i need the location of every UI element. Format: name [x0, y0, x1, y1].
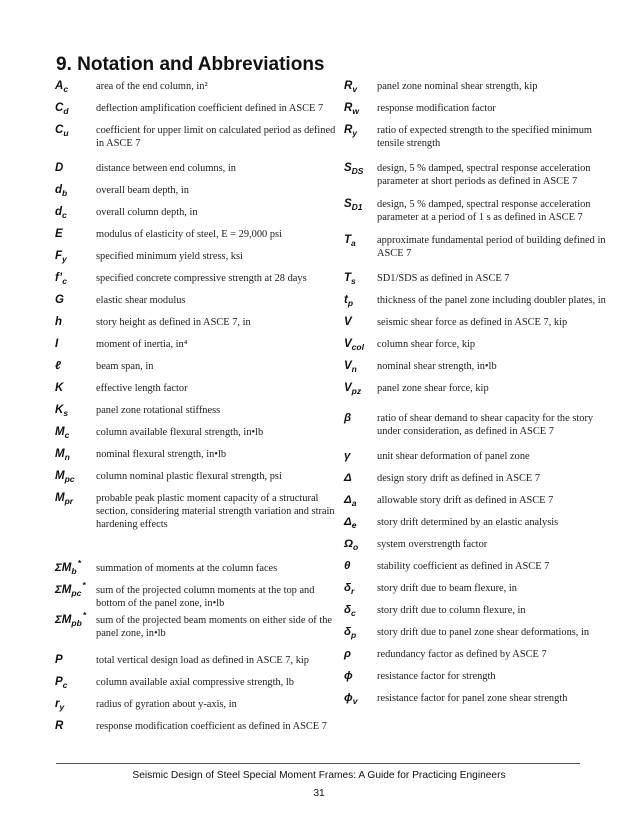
- notation-symbol: [55, 654, 63, 666]
- symbol-base: ΣM: [55, 584, 72, 596]
- symbol-subscript: e: [351, 520, 357, 530]
- symbol-base: ΣM: [55, 614, 72, 626]
- symbol-base: δ: [344, 582, 352, 594]
- symbol-subscript: c: [351, 608, 356, 618]
- symbol-base: F: [55, 250, 63, 262]
- notation-description: area of the end column, in²: [96, 81, 208, 92]
- notation-symbol: [55, 676, 67, 688]
- symbol-base: d: [55, 206, 63, 218]
- notation-symbol: [344, 582, 354, 594]
- notation-symbol: [344, 450, 350, 462]
- symbol-superscript: *: [82, 580, 86, 590]
- symbol-subscript: pb: [71, 618, 82, 628]
- notation-description: specified concrete compressive strength at 28 days: [96, 273, 307, 284]
- notation-symbol: [344, 360, 357, 372]
- notation-symbol: [344, 316, 352, 328]
- symbol-base: V: [344, 316, 352, 328]
- symbol-base: ϕ: [344, 670, 353, 682]
- symbol-subscript: p: [351, 630, 357, 640]
- notation-description: total vertical design load as defined in ASCE 7, kip: [96, 655, 309, 666]
- symbol-superscript: *: [77, 558, 81, 568]
- symbol-base: M: [55, 448, 65, 460]
- symbol-subscript: d: [63, 106, 69, 116]
- notation-symbol: [344, 338, 364, 350]
- symbol-base: M: [55, 426, 65, 438]
- notation-symbol: [55, 228, 63, 240]
- notation-symbol: [55, 102, 69, 114]
- symbol-base: t: [344, 294, 348, 306]
- symbol-base: R: [344, 102, 353, 114]
- symbol-subscript: p: [347, 298, 354, 308]
- notation-symbol: [55, 250, 67, 262]
- symbol-base: G: [55, 294, 64, 306]
- notation-description: modulus of elasticity of steel, E = 29,000 psi: [96, 229, 282, 240]
- notation-symbol: [344, 626, 356, 638]
- symbol-base: C: [55, 102, 64, 114]
- notation-symbol: [55, 720, 63, 732]
- symbol-base: V: [344, 338, 352, 350]
- notation-description: story drift due to panel zone shear deformations, in: [377, 627, 590, 638]
- symbol-subscript: b: [71, 566, 77, 576]
- notation-symbol: [344, 494, 356, 506]
- notation-symbol: [55, 382, 63, 394]
- notation-description: unit shear deformation of panel zone: [377, 451, 530, 462]
- notation-description: resistance factor for strength: [377, 671, 496, 682]
- symbol-base: ΣM: [55, 562, 72, 574]
- notation-symbol: [55, 470, 75, 482]
- symbol-base: δ: [344, 626, 352, 638]
- notation-description: design, 5 % damped, spectral response acceleration parameter at a period of 1 s as defined in ASCE 7: [377, 199, 591, 224]
- notation-symbol: [344, 670, 353, 682]
- symbol-base: r: [55, 698, 60, 710]
- notation-symbol: [344, 102, 359, 114]
- notation-description: sum of the projected beam moments on either side of the panel zone, in•lb: [96, 615, 333, 640]
- notation-symbol: [55, 492, 73, 504]
- symbol-subscript: a: [351, 238, 356, 248]
- symbol-base: Δ: [344, 516, 352, 528]
- notation-description: summation of moments at the column faces: [96, 563, 278, 574]
- symbol-subscript: a: [351, 498, 357, 508]
- notation-symbol: [344, 692, 357, 704]
- notation-symbol: [344, 538, 358, 550]
- symbol-base: K: [55, 404, 64, 416]
- symbol-base: δ: [344, 604, 352, 616]
- notation-description: stability coefficient as defined in ASCE 7: [377, 561, 550, 572]
- symbol-base: β: [344, 412, 352, 424]
- symbol-subscript: r: [351, 586, 355, 596]
- notation-symbol: [344, 382, 361, 394]
- symbol-base: T: [344, 234, 352, 246]
- notation-symbol: [55, 294, 64, 306]
- notation-symbol: [55, 162, 63, 174]
- symbol-base: T: [344, 272, 352, 284]
- notation-description: radius of gyration about y-axis, in: [96, 699, 237, 710]
- notation-description: distance between end columns, in: [96, 163, 236, 174]
- symbol-subscript: pc: [64, 474, 75, 484]
- notation-description: column nominal plastic flexural strength, psi: [96, 471, 282, 482]
- symbol-base: f’: [55, 272, 63, 284]
- symbol-subscript: v: [352, 84, 358, 94]
- symbol-subscript: DS: [351, 166, 364, 176]
- symbol-base: P: [55, 654, 63, 666]
- notation-description: story drift determined by an elastic analysis: [377, 517, 559, 528]
- notation-description: deflection amplification coefficient defined in ASCE 7: [96, 103, 324, 114]
- symbol-base: M: [55, 470, 65, 482]
- notation-symbol: [344, 294, 353, 306]
- notation-symbol: [55, 426, 69, 438]
- notation-symbol: [55, 124, 69, 136]
- notation-description: effective length factor: [96, 383, 188, 394]
- notation-symbol: [55, 610, 87, 628]
- symbol-base: R: [344, 124, 353, 136]
- symbol-base: Δ: [344, 494, 352, 506]
- notation-description: design story drift as defined in ASCE 7: [377, 473, 541, 484]
- symbol-subscript: o: [352, 542, 359, 552]
- symbol-base: K: [55, 382, 64, 394]
- symbol-subscript: pz: [351, 386, 362, 396]
- symbol-subscript: c: [64, 430, 70, 440]
- notation-description: beam span, in: [96, 361, 154, 372]
- symbol-subscript: c: [62, 680, 68, 690]
- symbol-base: S: [344, 162, 352, 174]
- symbol-subscript: D1: [351, 202, 363, 212]
- notation-description: moment of inertia, in⁴: [96, 339, 188, 350]
- notation-description: approximate fundamental period of building defined in ASCE 7: [377, 235, 606, 260]
- notation-description: story drift due to column flexure, in: [377, 605, 526, 616]
- symbol-base: h: [55, 316, 63, 328]
- symbol-subscript: y: [352, 128, 358, 138]
- notation-symbol: [344, 162, 363, 174]
- symbol-subscript: c: [63, 84, 69, 94]
- symbol-subscript: y: [59, 702, 65, 712]
- symbol-subscript: c: [62, 276, 67, 286]
- notation-description: nominal shear strength, in•lb: [377, 361, 497, 372]
- notation-description: response modification coefficient as defined in ASCE 7: [96, 721, 327, 732]
- symbol-base: d: [55, 184, 63, 196]
- notation-symbol: [344, 516, 356, 528]
- symbol-base: M: [55, 492, 65, 504]
- notation-symbol: [344, 648, 351, 660]
- notation-symbol: [344, 472, 352, 484]
- symbol-subscript: n: [351, 364, 357, 374]
- notation-symbol: [55, 272, 67, 284]
- symbol-subscript: u: [63, 128, 69, 138]
- symbol-subscript: y: [62, 254, 67, 264]
- symbol-base: Δ: [344, 472, 352, 484]
- symbol-base: γ: [344, 450, 351, 462]
- notation-symbol: [344, 604, 356, 616]
- notation-symbol: [55, 448, 70, 460]
- notation-description: specified minimum yield stress, ksi: [96, 251, 243, 262]
- notation-description: sum of the projected column moments at the top and bottom of the panel zone, in•lb: [96, 585, 315, 610]
- notation-symbol: [55, 316, 62, 328]
- notation-description: column available axial compressive strength, lb: [96, 677, 294, 688]
- notation-description: system overstrength factor: [377, 539, 488, 550]
- notation-description: story drift due to beam flexure, in: [377, 583, 517, 594]
- notation-description: story height as defined in ASCE 7, in: [96, 317, 251, 328]
- notation-description: probable peak plastic moment capacity of a structural section, considering material strength variation and strain hardening effects: [96, 493, 335, 531]
- symbol-base: P: [55, 676, 63, 688]
- footer-divider: [56, 763, 580, 764]
- notation-description: nominal flexural strength, in•lb: [96, 449, 227, 460]
- notation-symbol: [344, 198, 363, 210]
- notation-symbol: [344, 80, 357, 92]
- notation-symbol: [344, 124, 357, 136]
- symbol-base: ℓ: [55, 360, 61, 372]
- notation-description: column available flexural strength, in•lb: [96, 427, 264, 438]
- symbol-base: S: [344, 198, 352, 210]
- notation-symbol: [55, 698, 64, 710]
- notation-description: panel zone shear force, kip: [377, 383, 489, 394]
- symbol-subscript: v: [352, 696, 358, 706]
- symbol-base: V: [344, 382, 352, 394]
- symbol-base: ρ: [344, 648, 351, 660]
- symbol-base: E: [55, 228, 63, 240]
- symbol-base: R: [55, 720, 64, 732]
- notation-description: panel zone rotational stiffness: [96, 405, 221, 416]
- notation-description: elastic shear modulus: [96, 295, 186, 306]
- notation-description: coefficient for upper limit on calculated period as defined in ASCE 7: [96, 125, 336, 150]
- notation-description: overall column depth, in: [96, 207, 198, 218]
- footer-text: Seismic Design of Steel Special Moment Frames: A Guide for Practicing Engineers: [132, 770, 506, 781]
- symbol-subscript: c: [62, 210, 67, 220]
- notation-symbol: [55, 184, 67, 196]
- page-number: 31: [313, 788, 325, 799]
- symbol-subscript: s: [63, 408, 69, 418]
- symbol-subscript: b: [62, 188, 68, 198]
- notation-symbol: [344, 234, 356, 246]
- notation-description: overall beam depth, in: [96, 185, 189, 196]
- notation-symbol: [55, 558, 81, 576]
- symbol-base: I: [55, 338, 59, 350]
- notation-description: ratio of shear demand to shear capacity for the story under consideration, as defined in ASCE 7: [377, 413, 594, 438]
- symbol-subscript: s: [351, 276, 356, 286]
- notation-symbol: [55, 206, 67, 218]
- notation-description: resistance factor for panel zone shear strength: [377, 693, 568, 704]
- symbol-base: A: [55, 80, 64, 92]
- notation-description: redundancy factor as defined by ASCE 7: [377, 649, 547, 660]
- notation-symbol: [55, 360, 61, 372]
- symbol-subscript: col: [351, 342, 364, 352]
- symbol-base: θ: [344, 560, 351, 572]
- symbol-base: R: [344, 80, 353, 92]
- symbol-base: Ω: [344, 538, 353, 550]
- notation-symbol: [344, 272, 356, 284]
- symbol-subscript: pc: [71, 588, 82, 598]
- notation-symbol: [55, 580, 86, 598]
- notation-description: allowable story drift as defined in ASCE 7: [377, 495, 554, 506]
- symbol-base: C: [55, 124, 64, 136]
- notation-description: panel zone nominal shear strength, kip: [377, 81, 538, 92]
- notation-symbol: [55, 338, 58, 350]
- notation-symbol: [344, 560, 350, 572]
- symbol-base: ϕ: [344, 692, 353, 704]
- notation-description: response modification factor: [377, 103, 496, 114]
- notation-description: thickness of the panel zone including doubler plates, in: [377, 295, 606, 306]
- symbol-superscript: *: [82, 610, 87, 620]
- notation-symbol: [344, 412, 351, 424]
- notation-symbol: [55, 404, 68, 416]
- symbol-subscript: pr: [64, 496, 74, 506]
- page-title: 9. Notation and Abbreviations: [56, 54, 325, 75]
- notation-description: ratio of expected strength to the specified minimum tensile strength: [377, 125, 592, 150]
- notation-symbol: [55, 80, 68, 92]
- symbol-base: V: [344, 360, 352, 372]
- symbol-base: D: [55, 162, 64, 174]
- notation-description: SD1/SDS as defined in ASCE 7: [377, 273, 510, 284]
- symbol-subscript: w: [352, 106, 359, 116]
- symbol-subscript: n: [64, 452, 70, 462]
- notation-description: design, 5 % damped, spectral response acceleration parameter at short periods as defined in ASCE 7: [377, 163, 591, 188]
- notation-description: seismic shear force as defined in ASCE 7, kip: [377, 317, 568, 328]
- notation-description: column shear force, kip: [377, 339, 476, 350]
